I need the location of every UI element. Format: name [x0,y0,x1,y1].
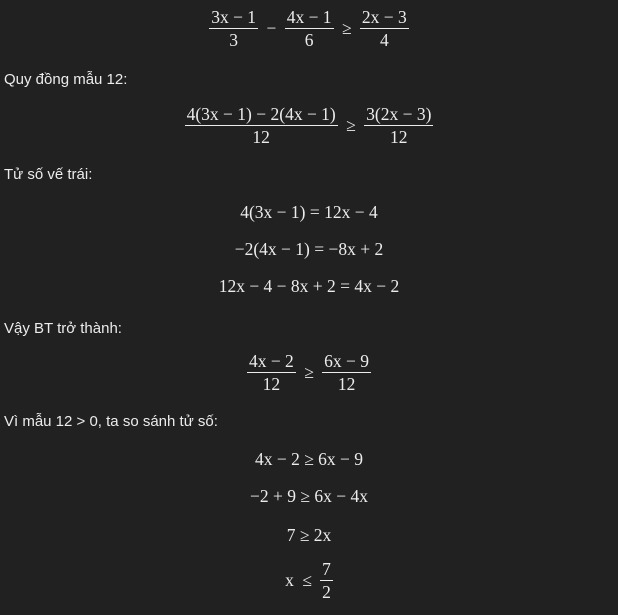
numerator: 4x − 1 [286,7,332,27]
variable: x [285,570,294,590]
step1-text: Quy đồng mẫu 12: [4,71,128,88]
numerator: 2x − 3 [361,7,407,27]
fraction [322,350,371,395]
step4-text: Vì mẫu 12 > 0, ta so sánh tử số: [4,413,218,430]
intro-inequality [0,6,618,51]
fraction [320,558,333,603]
numerator: 4x − 2 [248,351,294,371]
equation-line: 4(3x − 1) = 12x − 4 [240,202,378,222]
numerator: 7 [322,559,331,579]
relation-sign: ≥ [304,362,314,382]
denominator: 3 [229,30,238,50]
inequality-line: 4x − 2 ≥ 6x − 9 [254,449,364,469]
denominator: 12 [252,127,270,147]
relation-sign: ≤ [302,570,312,590]
inequality-line: −2 + 9 ≥ 6x − 4x [250,486,368,506]
step1-inequality [0,103,618,148]
denominator: 4 [379,30,389,50]
numerator: 4(3x − 1) − 2(4x − 1) [186,104,336,124]
inequality-line: 7 ≥ 2x [286,525,332,545]
denominator: 2 [322,582,331,602]
step3-text: Vậy BT trở thành: [4,320,122,337]
denominator: 6 [304,30,314,50]
fraction [285,6,334,51]
numerator: 3(2x − 3) [366,104,432,124]
fraction [364,103,433,148]
numerator: 6x − 9 [324,351,370,371]
denominator: 12 [337,374,356,394]
fraction [360,6,409,51]
relation-sign: ≥ [346,115,356,135]
minus-sign: − [266,18,277,38]
equation-line: 12x − 4 − 8x + 2 = 4x − 2 [218,276,400,296]
step2-text: Tử số vế trái: [4,166,93,183]
denominator: 12 [390,127,408,147]
fraction [247,350,296,395]
final-result [0,558,618,603]
relation-sign: ≥ [341,18,352,38]
fraction [185,103,338,148]
equation-line: −2(4x − 1) = −8x + 2 [234,239,384,259]
fraction [209,6,258,51]
numerator: 3x − 1 [211,7,257,27]
step3-inequality [0,350,618,395]
denominator: 12 [262,374,281,394]
